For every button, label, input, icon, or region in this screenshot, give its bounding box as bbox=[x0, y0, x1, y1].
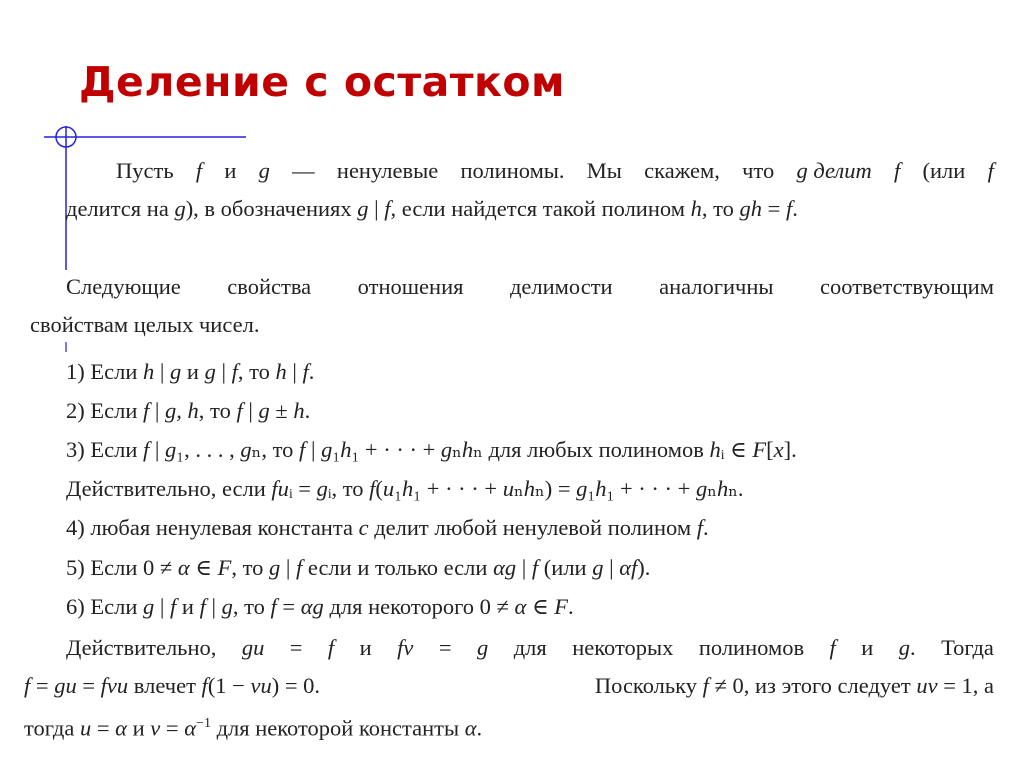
proof-line-2: f = gu = fvu влечет f(1 − vu) = 0. Поскольку f ≠ 0, из этого следует uv = 1, а bbox=[24, 673, 994, 698]
property-6: 6) Если g | f и f | g, то f = αg для некоторого 0 ≠ α ∈ F. bbox=[66, 594, 574, 619]
definition-line-1: Пусть f и g — ненулевые полиномы. Мы скажем, что g делит f (или f bbox=[116, 158, 994, 183]
property-3: 3) Если f | g₁, . . . , gₙ, то f | g₁h₁ + · · · + gₙhₙ для любых полиномов hᵢ ∈ F[x]. bbox=[66, 437, 797, 462]
intro-line-2: свойствам целых чисел. bbox=[30, 312, 260, 337]
intro-line-1: Следующие свойства отношения делимости аналогичны соответствующим bbox=[66, 274, 994, 299]
definition-line-2: делится на g), в обозначениях g | f, если найдется такой полином h, то gh = f. bbox=[66, 196, 798, 221]
slide-title: Деление с остатком bbox=[79, 58, 566, 106]
property-5: 5) Если 0 ≠ α ∈ F, то g | f если и только если αg | f (или g | αf). bbox=[66, 555, 651, 580]
proof-line-1: Действительно, gu = f и fv = g для некоторых полиномов f и g. Тогда bbox=[66, 635, 994, 660]
property-2: 2) Если f | g, h, то f | g ± h. bbox=[66, 398, 311, 423]
property-3-proof: Действительно, если fuᵢ = gᵢ, то f(u₁h₁ + · · · + uₙhₙ) = g₁h₁ + · · · + gₙhₙ. bbox=[66, 476, 744, 501]
property-4: 4) любая ненулевая константа c делит любой ненулевой полином f. bbox=[66, 515, 709, 540]
property-1: 1) Если h | g и g | f, то h | f. bbox=[66, 359, 315, 384]
proof-line-3: тогда u = α и $v = \alpha^{-1}$ для некоторой константы α. bbox=[24, 715, 483, 741]
